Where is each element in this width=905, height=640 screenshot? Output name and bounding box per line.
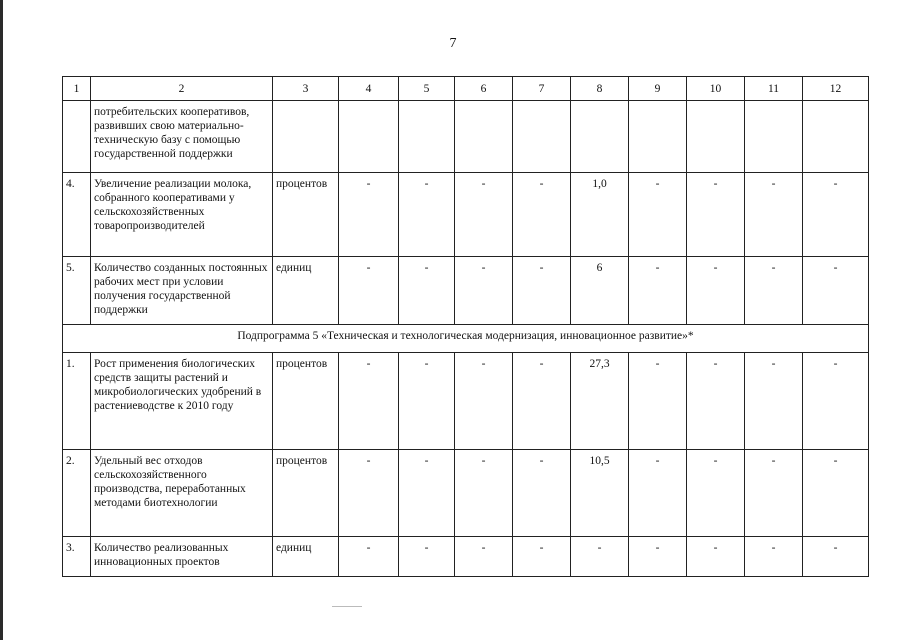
row-number: 5.: [63, 257, 91, 325]
table-row: [63, 353, 869, 450]
indicator-name: потребительских кооперативов, развивших свою материально-техническую базу с помощью государственной поддержки: [91, 101, 273, 173]
value-cell-col-7: -: [513, 257, 571, 325]
value-cell-col-7: -: [513, 173, 571, 257]
unit-cell: единиц: [273, 257, 339, 325]
value-cell-col-6: -: [455, 537, 513, 577]
value-cell-col-5: -: [399, 537, 455, 577]
value-cell-col-12: -: [803, 450, 869, 537]
section-title: Подпрограмма 5 «Техническая и технологическая модернизация, инновационное развитие»*: [63, 325, 869, 353]
header-cell-3: 3: [273, 77, 339, 101]
table-row: [63, 257, 869, 325]
value-cell-col-4: -: [339, 353, 399, 450]
header-cell-4: 4: [339, 77, 399, 101]
value-cell-col-10: -: [687, 353, 745, 450]
value-cell-col-8: [571, 101, 629, 173]
page-left-edge: [0, 0, 3, 640]
value-cell-col-9: -: [629, 257, 687, 325]
table-row: [63, 450, 869, 537]
value-cell-col-8: 1,0: [571, 173, 629, 257]
value-cell-col-4: [339, 101, 399, 173]
row-number: 1.: [63, 353, 91, 450]
value-cell-col-7: -: [513, 450, 571, 537]
header-cell-8: 8: [571, 77, 629, 101]
row-number: 3.: [63, 537, 91, 577]
header-cell-12: 12: [803, 77, 869, 101]
value-cell-col-12: -: [803, 173, 869, 257]
value-cell-col-6: -: [455, 257, 513, 325]
header-cell-10: 10: [687, 77, 745, 101]
value-cell-col-10: -: [687, 173, 745, 257]
row-number: 4.: [63, 173, 91, 257]
value-cell-col-12: -: [803, 537, 869, 577]
value-cell-col-5: [399, 101, 455, 173]
indicator-name: Увеличение реализации молока, собранного кооперативами у сельскохозяйственных товаропроизводителей: [91, 173, 273, 257]
table-row: [63, 101, 869, 173]
value-cell-col-8: -: [571, 537, 629, 577]
unit-cell: процентов: [273, 450, 339, 537]
value-cell-col-11: -: [745, 173, 803, 257]
unit-cell: единиц: [273, 537, 339, 577]
value-cell-col-6: -: [455, 353, 513, 450]
unit-cell: процентов: [273, 353, 339, 450]
footer-mark: [332, 606, 362, 607]
row-number: 2.: [63, 450, 91, 537]
header-cell-5: 5: [399, 77, 455, 101]
value-cell-col-6: -: [455, 450, 513, 537]
value-cell-col-9: -: [629, 173, 687, 257]
value-cell-col-12: -: [803, 353, 869, 450]
unit-cell: процентов: [273, 173, 339, 257]
value-cell-col-5: -: [399, 353, 455, 450]
value-cell-col-9: [629, 101, 687, 173]
value-cell-col-11: -: [745, 353, 803, 450]
value-cell-col-9: -: [629, 353, 687, 450]
value-cell-col-6: [455, 101, 513, 173]
value-cell-col-4: -: [339, 450, 399, 537]
value-cell-col-7: -: [513, 353, 571, 450]
indicator-name: Количество созданных постоянных рабочих мест при условии получения государственной поддержки: [91, 257, 273, 325]
value-cell-col-8: 6: [571, 257, 629, 325]
row-number: [63, 101, 91, 173]
table-row: [63, 173, 869, 257]
header-cell-2: 2: [91, 77, 273, 101]
indicator-name: Количество реализованных инновационных проектов: [91, 537, 273, 577]
value-cell-col-6: -: [455, 173, 513, 257]
value-cell-col-8: 27,3: [571, 353, 629, 450]
value-cell-col-7: [513, 101, 571, 173]
value-cell-col-4: -: [339, 537, 399, 577]
table-header-row: [63, 77, 869, 101]
indicator-name: Удельный вес отходов сельскохозяйственного производства, переработанных методами биотехнологии: [91, 450, 273, 537]
table-row: [63, 537, 869, 577]
value-cell-col-10: -: [687, 450, 745, 537]
value-cell-col-10: -: [687, 537, 745, 577]
value-cell-col-9: -: [629, 450, 687, 537]
header-cell-9: 9: [629, 77, 687, 101]
value-cell-col-12: [803, 101, 869, 173]
indicator-name: Рост применения биологических средств защиты растений и микробиологических удобрений в растениеводстве к 2010 году: [91, 353, 273, 450]
section-row: [63, 325, 869, 353]
value-cell-col-12: -: [803, 257, 869, 325]
page-number: 7: [449, 36, 457, 51]
value-cell-col-9: -: [629, 537, 687, 577]
header-cell-1: 1: [63, 77, 91, 101]
value-cell-col-5: -: [399, 257, 455, 325]
value-cell-col-8: 10,5: [571, 450, 629, 537]
value-cell-col-11: [745, 101, 803, 173]
value-cell-col-11: -: [745, 537, 803, 577]
value-cell-col-10: [687, 101, 745, 173]
value-cell-col-5: -: [399, 450, 455, 537]
header-cell-6: 6: [455, 77, 513, 101]
header-cell-11: 11: [745, 77, 803, 101]
indicators-table: [62, 76, 869, 577]
header-cell-7: 7: [513, 77, 571, 101]
value-cell-col-4: -: [339, 257, 399, 325]
unit-cell: [273, 101, 339, 173]
value-cell-col-10: -: [687, 257, 745, 325]
value-cell-col-7: -: [513, 537, 571, 577]
value-cell-col-11: -: [745, 257, 803, 325]
value-cell-col-11: -: [745, 450, 803, 537]
value-cell-col-4: -: [339, 173, 399, 257]
value-cell-col-5: -: [399, 173, 455, 257]
